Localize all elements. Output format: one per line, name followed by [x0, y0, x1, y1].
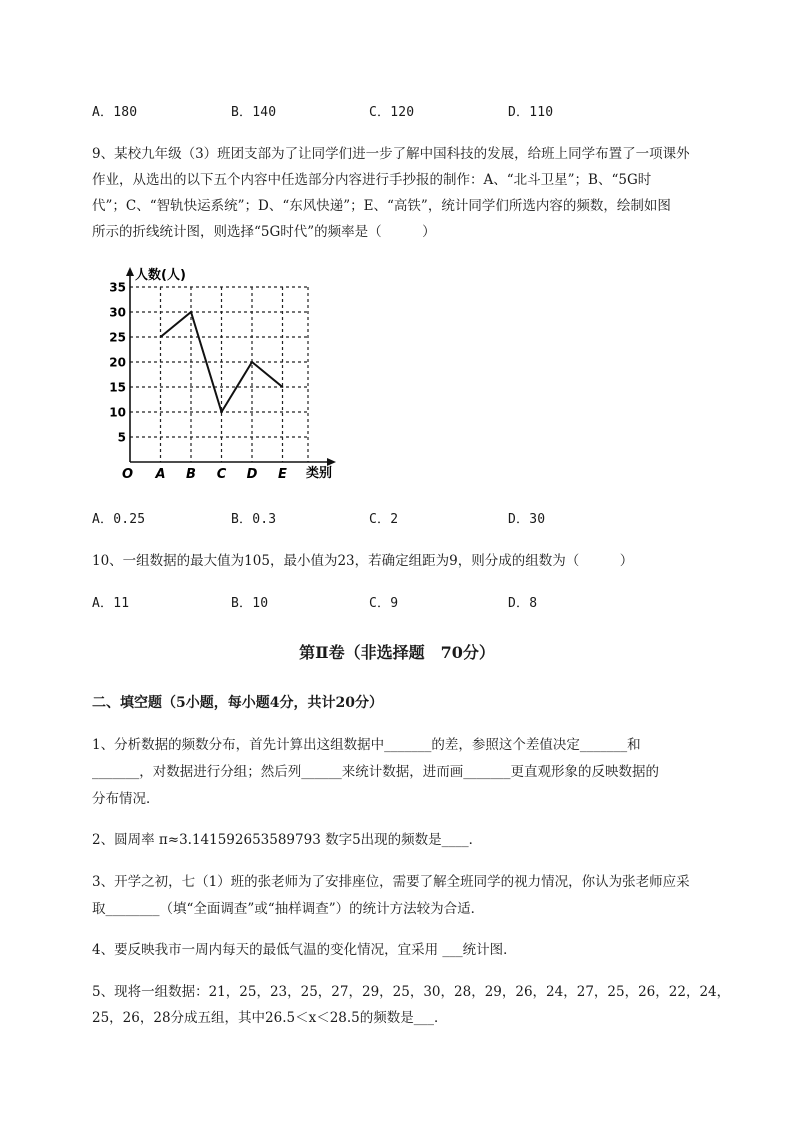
- q9-line-3: 代”；C、“智轨快运系统”；D、“东风快递”；E、“高铁”，统计同学们所选内容的频数，绘制如图: [92, 198, 671, 214]
- data-point: [251, 361, 253, 363]
- q9-option-b: B．0.3: [231, 512, 277, 527]
- part-two-title: 第Ⅱ卷（非选择题 70分）: [299, 643, 495, 662]
- y-tick-label: 30: [109, 305, 126, 320]
- y-tick-label: 20: [109, 355, 126, 370]
- data-point: [282, 386, 284, 388]
- chart-y-ticks: [109, 281, 126, 445]
- q9-line-2: 作业，从选出的以下五个内容中任选部分内容进行手抄报的制作：A、“北斗卫星”；B、“5G时: [92, 172, 652, 188]
- q9-option-d: D．30: [508, 512, 546, 527]
- x-tick-label: B: [186, 467, 196, 482]
- y-tick-label: 25: [109, 330, 126, 345]
- fill-q5-line-2: 25，26，28分成五组，其中26.5＜x＜28.5的频数是___．: [92, 1010, 448, 1026]
- frequency-line-chart: [105, 262, 355, 487]
- q8-option-c: C．120: [369, 105, 415, 120]
- q10-option-a: A．11: [92, 596, 130, 611]
- fill-q1-line-1: 1、分析数据的频数分布，首先计算出这组数据中_______的差，参照这个差值决定_______和: [92, 737, 641, 753]
- q9-line-4: 所示的折线统计图，则选择“5G时代”的频率是（ ）: [92, 224, 436, 240]
- q9-option-c: C．2: [369, 512, 399, 527]
- q8-option-a: A．180: [92, 105, 138, 120]
- y-tick-label: 5: [117, 430, 126, 445]
- x-axis-arrow: [327, 458, 336, 466]
- fill-q5-line-1: 5、现将一组数据：21，25，23，25，27，29，25，30，28，29，26，24，27，25，26，22，24，: [92, 984, 731, 1000]
- chart-x-label: 类别: [306, 466, 333, 481]
- q10-option-d: D．8: [508, 596, 538, 611]
- data-point: [160, 336, 162, 338]
- q10-option-b: B．10: [231, 596, 269, 611]
- chart-origin-label: O: [122, 467, 134, 482]
- q9-line-1: 9、某校九年级（3）班团支部为了让同学们进一步了解中国科技的发展，给班上同学布置了一项课外: [92, 146, 690, 162]
- chart-grid: [130, 287, 308, 462]
- fill-q1-line-2: _______，对数据进行分组；然后列______来统计数据，进而画_______更直观形象的反映数据的: [92, 764, 659, 780]
- fill-q4: 4、要反映我市一周内每天的最低气温的变化情况，宜采用 ___统计图．: [92, 942, 517, 958]
- y-tick-label: 10: [109, 405, 126, 420]
- fill-q3-line-2: 取________（填“全面调查”或“抽样调查”）的统计方法较为合适．: [92, 901, 485, 917]
- data-point: [221, 411, 223, 413]
- chart-y-label: 人数(人): [135, 268, 186, 283]
- q8-option-d: D．110: [508, 105, 554, 120]
- x-tick-label: C: [216, 467, 227, 482]
- q10-option-c: C．9: [369, 596, 399, 611]
- y-axis-arrow: [126, 267, 134, 276]
- q8-option-b: B．140: [231, 105, 277, 120]
- data-point: [190, 311, 192, 313]
- x-tick-label: D: [246, 467, 258, 482]
- fill-q3-line-1: 3、开学之初，七（1）班的张老师为了安排座位，需要了解全班同学的视力情况，你认为张老师应采: [92, 874, 690, 890]
- fill-q2: 2、圆周率 π≈3.141592653589793 数字5出现的频数是____．: [92, 832, 483, 848]
- section-title: 二、填空题（5小题，每小题4分，共计20分）: [92, 695, 383, 711]
- y-tick-label: 35: [109, 280, 126, 295]
- q10-text: 10、一组数据的最大值为105，最小值为23，若确定组距为9，则分成的组数为（ ）: [92, 553, 634, 569]
- chart-x-ticks: [154, 467, 287, 482]
- y-tick-label: 15: [109, 380, 126, 395]
- fill-q1-line-3: 分布情况．: [92, 791, 160, 807]
- x-tick-label: A: [155, 467, 166, 482]
- x-tick-label: E: [278, 467, 287, 482]
- q9-option-a: A．0.25: [92, 512, 146, 527]
- chart-axes: [126, 267, 336, 466]
